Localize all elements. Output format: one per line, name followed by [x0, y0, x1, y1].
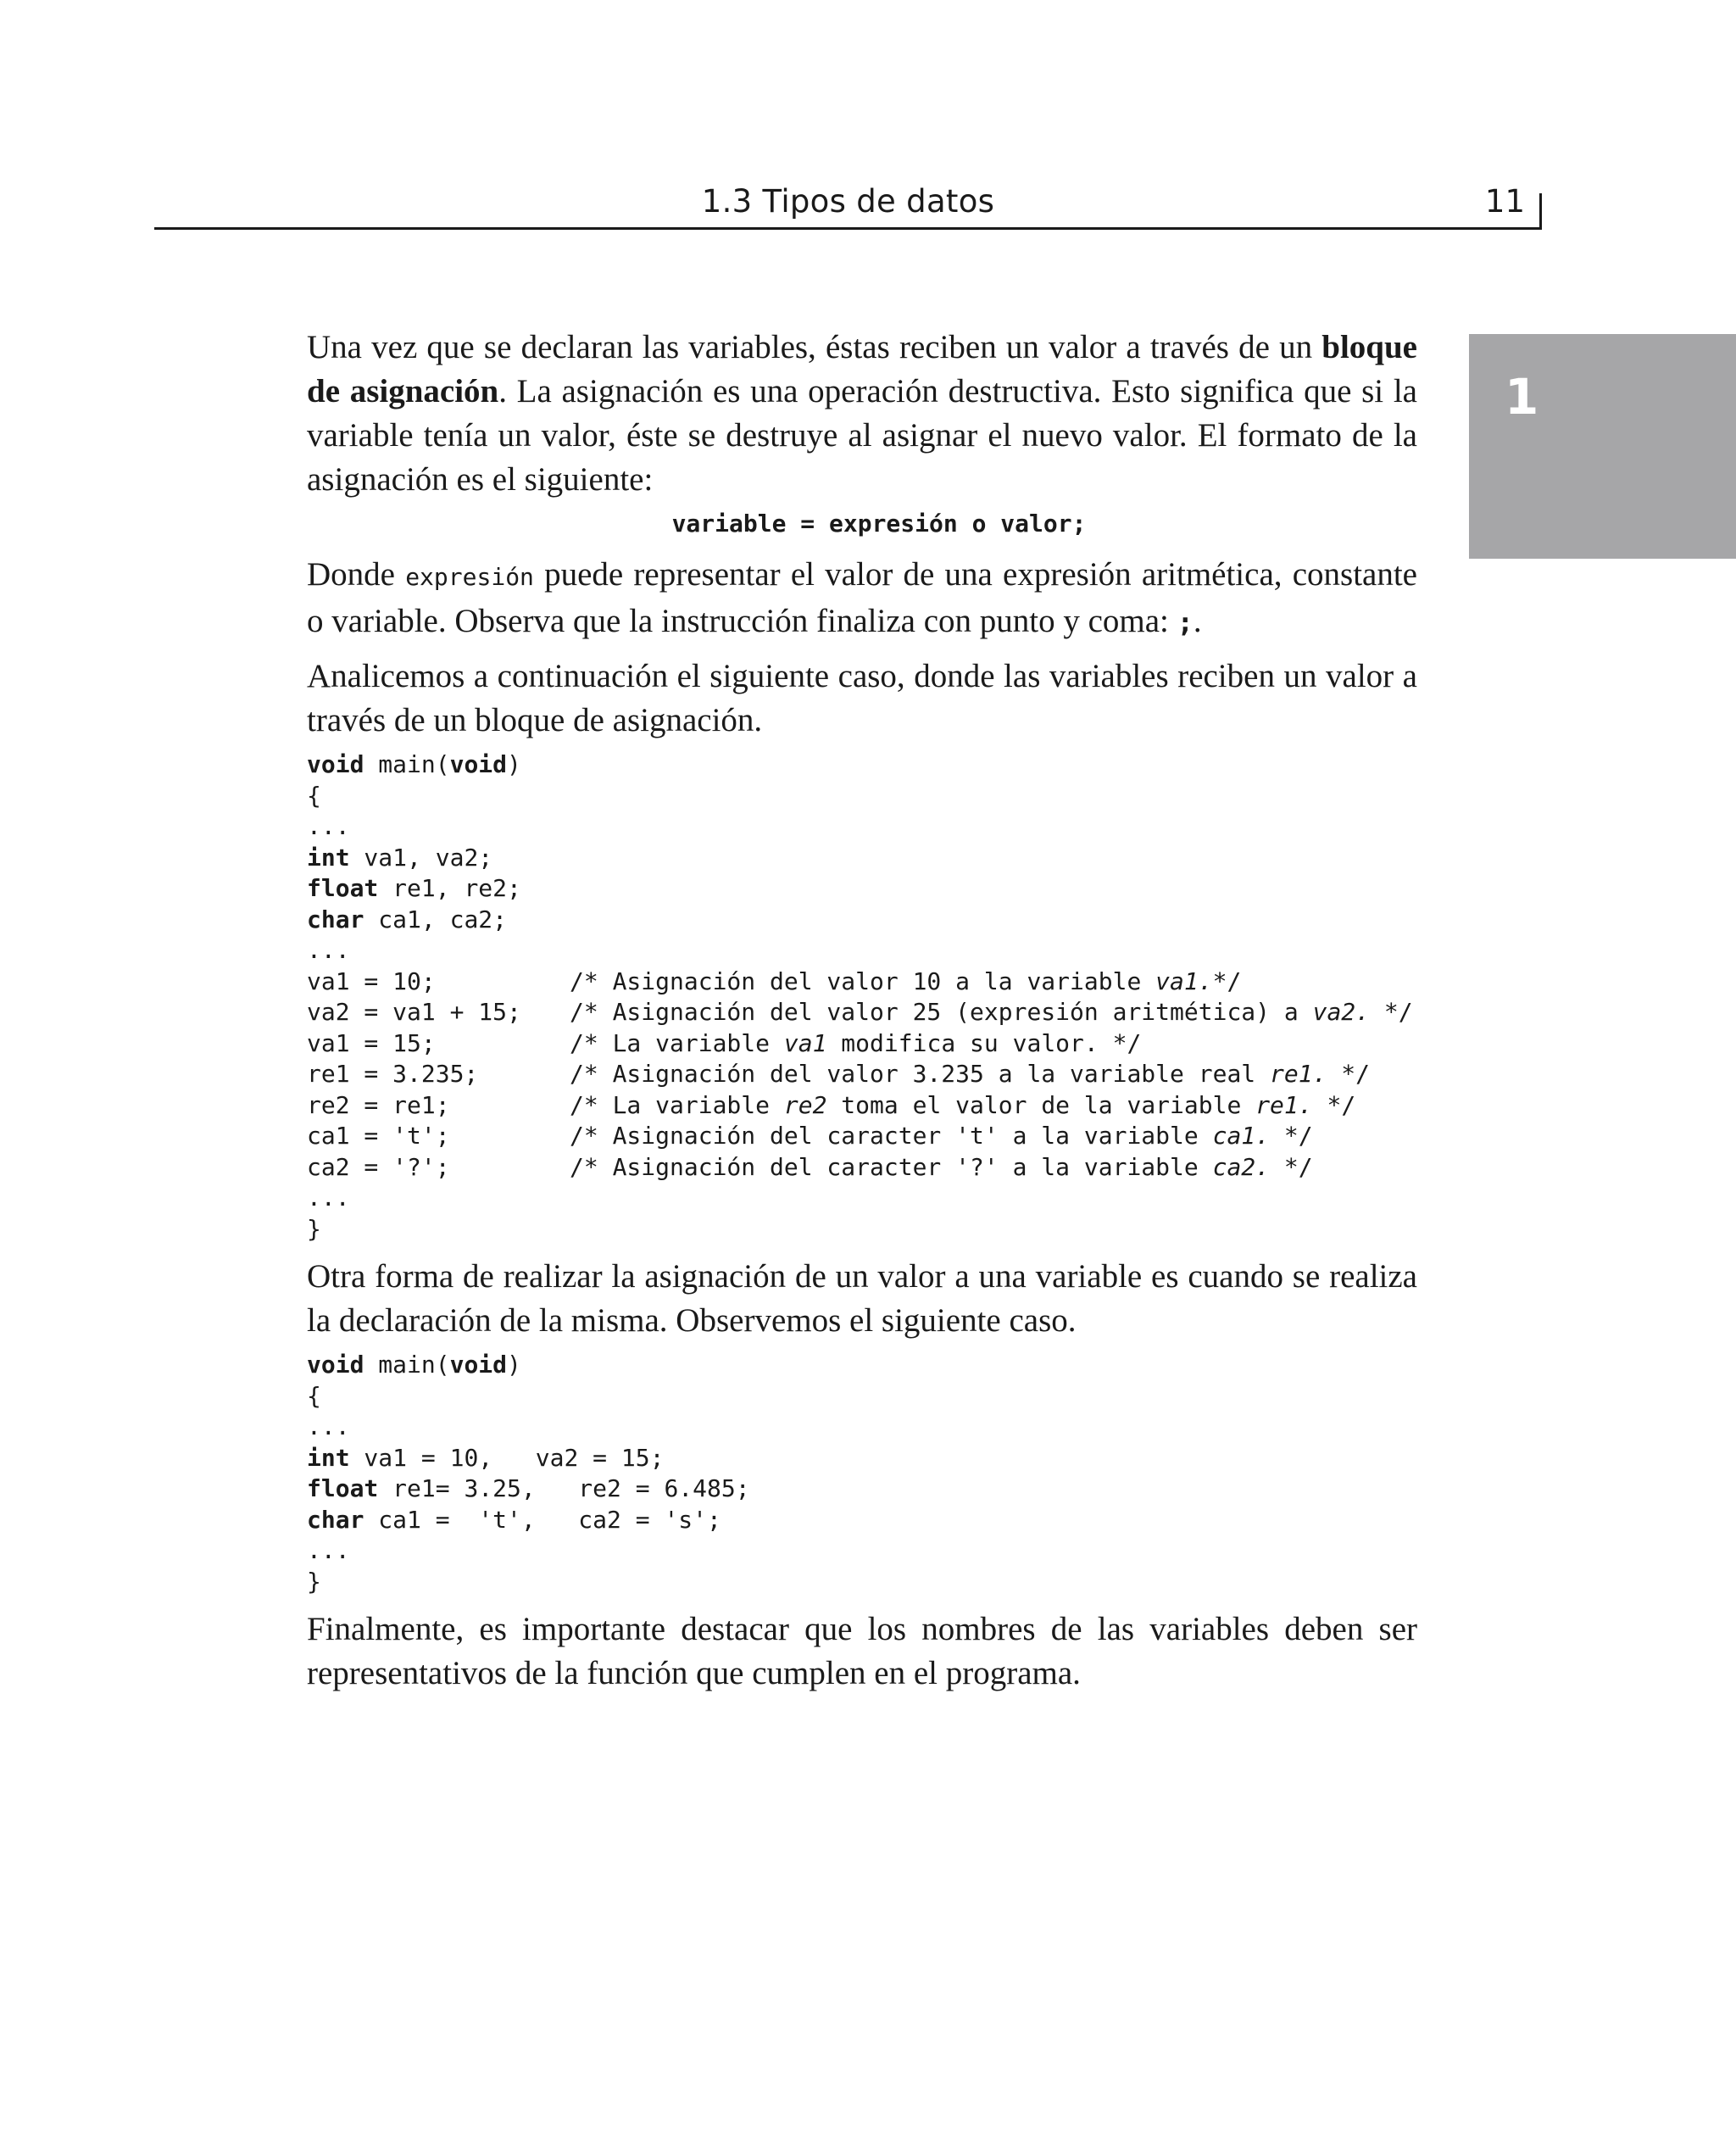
running-header [154, 176, 1542, 231]
code-line: ... [307, 1536, 350, 1564]
code-block-assignment [307, 749, 1417, 1245]
paragraph-declaration-assignment: Otra forma de realizar la asignación de un valor a una variable es cuando se realiza la declaración de la misma. Observemos el siguiente caso. [307, 1258, 1417, 1339]
inline-code: expresión [405, 563, 534, 591]
paragraph-expression [307, 553, 1417, 644]
code-line: ... [307, 1412, 350, 1440]
code-line: ... [307, 1184, 350, 1212]
inline-semicolon: ; [1177, 606, 1194, 638]
code-line: int va1, va2; [307, 843, 493, 872]
code-line: va1 = 15; /* La variable va1 modifica su valor. */ [307, 1028, 1142, 1057]
paragraph-conclusion: Finalmente, es importante destacar que los nombres de las variables deben ser representativos de la función que cumplen en el programa. [307, 1611, 1417, 1691]
code-line: ca1 = 't'; /* Asignación del caracter 't' a la variable ca1. */ [307, 1122, 1313, 1150]
paragraph-text: . La asignación es una operación destructiva. Esto significa que si la variable tenía un valor, éste se destruye al asignar el nuevo valor. El formato de la asignación es el siguiente: [307, 373, 1417, 498]
paragraph-assignment-intro [307, 326, 1417, 502]
code-line: ... [307, 812, 350, 840]
code-line: } [307, 1214, 321, 1243]
paragraph-text: . [1193, 603, 1202, 639]
code-line: re2 = re1; /* La variable re2 toma el valor de la variable re1. */ [307, 1090, 1356, 1119]
code-line: char ca1 = 't', ca2 = 's'; [307, 1505, 721, 1534]
code-line: va1 = 10; /* Asignación del valor 10 a la variable va1.*/ [307, 967, 1242, 995]
header-vertical-rule [1539, 193, 1542, 230]
code-line: { [307, 781, 321, 810]
code-line: va2 = va1 + 15; /* Asignación del valor 25 (expresión aritmética) a va2. */ [307, 998, 1413, 1026]
code-line: } [307, 1567, 321, 1596]
code-line: void main(void) [307, 750, 521, 778]
code-block-declaration [307, 1350, 1417, 1597]
bold-term: bloque de asignación [307, 329, 1417, 409]
code-line: float re1, re2; [307, 874, 521, 902]
chapter-number: 1 [1505, 368, 1539, 426]
header-rule [154, 227, 1542, 230]
paragraph-text: Una vez que se declaran las variables, éstas reciben un valor a través de un [307, 329, 1322, 365]
code-line: ... [307, 936, 350, 964]
code-line: int va1 = 10, va2 = 15; [307, 1443, 665, 1472]
chapter-tab [1469, 334, 1736, 559]
code-line: void main(void) [307, 1351, 521, 1379]
code-line: float re1= 3.25, re2 = 6.485; [307, 1474, 750, 1502]
page-content [307, 326, 1417, 1696]
code-line: { [307, 1381, 321, 1410]
assignment-format: variable = expresión o valor; [671, 510, 1087, 538]
paragraph-analysis: Analicemos a continuación el siguiente caso, donde las variables reciben un valor a través de un bloque de asignación. [307, 658, 1417, 738]
code-line: re1 = 3.235; /* Asignación del valor 3.235 a la variable real re1. */ [307, 1060, 1371, 1088]
section-title: 1.3 Tipos de datos [701, 183, 995, 220]
code-line: char ca1, ca2; [307, 905, 508, 933]
paragraph-text: Donde [307, 556, 406, 593]
code-line: ca2 = '?'; /* Asignación del caracter '?' a la variable ca2. */ [307, 1152, 1313, 1181]
paragraph-text: puede representar el valor de una expresión aritmética, constante o variable. Observa que la instrucción finaliza con punto y coma: [307, 556, 1417, 639]
page-number: 11 [1484, 183, 1525, 220]
